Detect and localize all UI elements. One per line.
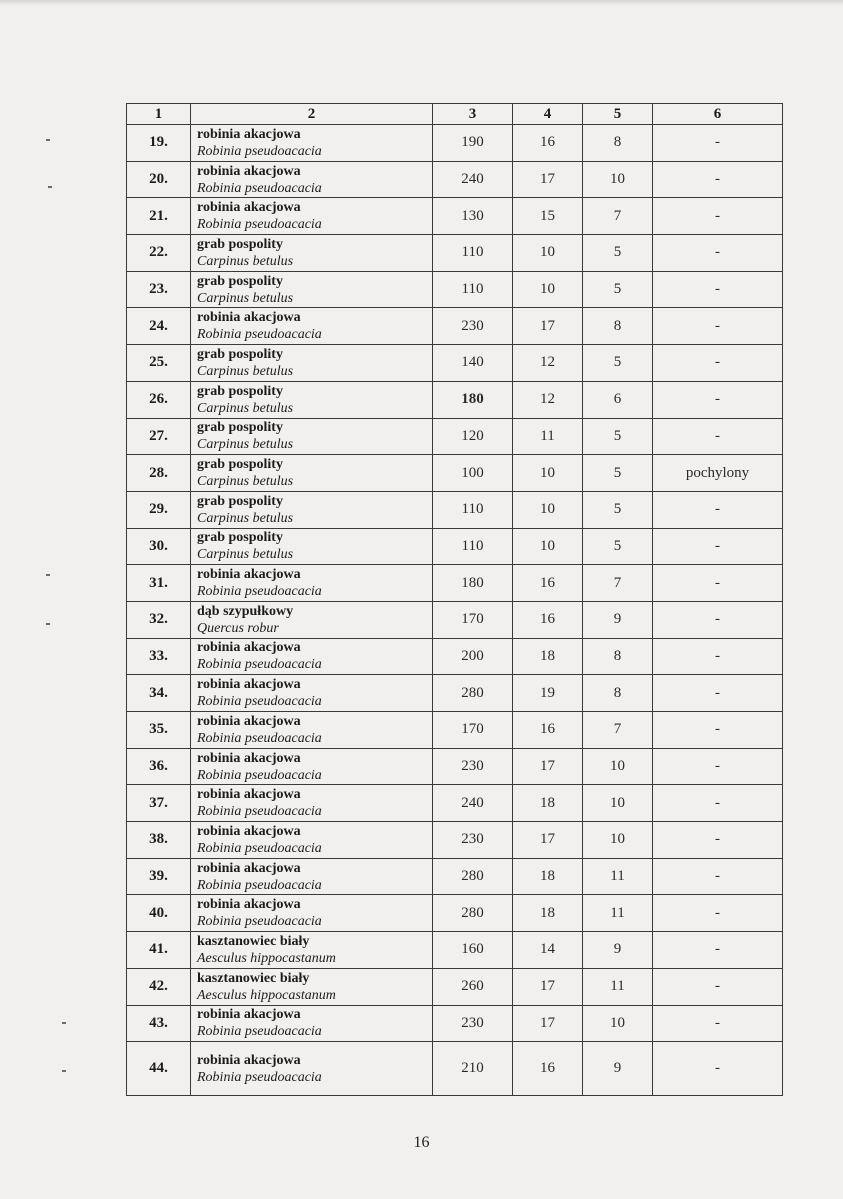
col-6-note: - bbox=[653, 675, 783, 712]
col-5-value: 10 bbox=[583, 161, 653, 198]
col-3-value: 210 bbox=[433, 1042, 513, 1096]
row-number: 32. bbox=[127, 601, 191, 638]
species-common-name: grab pospolity bbox=[197, 273, 283, 289]
row-number: 27. bbox=[127, 418, 191, 455]
row-number: 34. bbox=[127, 675, 191, 712]
table-row bbox=[127, 638, 783, 675]
col-6-note: - bbox=[653, 381, 783, 418]
col-5-value: 7 bbox=[583, 198, 653, 235]
col-4-value: 18 bbox=[513, 858, 583, 895]
col-5-value: 10 bbox=[583, 1005, 653, 1042]
header-col-4: 4 bbox=[513, 104, 583, 125]
col-6-note: - bbox=[653, 712, 783, 749]
species-latin-name: Robinia pseudoacacia bbox=[197, 914, 322, 930]
species-cell bbox=[191, 528, 433, 565]
species-latin-name: Robinia pseudoacacia bbox=[197, 143, 322, 159]
row-number: 41. bbox=[127, 932, 191, 969]
species-cell bbox=[191, 895, 433, 932]
species-common-name: robinia akacjowa bbox=[197, 1007, 301, 1023]
species-cell bbox=[191, 968, 433, 1005]
col-4-value: 12 bbox=[513, 345, 583, 382]
col-5-value: 11 bbox=[583, 895, 653, 932]
col-6-note: - bbox=[653, 1042, 783, 1096]
table-row bbox=[127, 1005, 783, 1042]
col-4-value: 17 bbox=[513, 1005, 583, 1042]
species-latin-name: Robinia pseudoacacia bbox=[197, 327, 322, 343]
table-row bbox=[127, 565, 783, 602]
species-common-name: robinia akacjowa bbox=[197, 750, 301, 766]
col-6-note: - bbox=[653, 125, 783, 162]
col-5-value: 9 bbox=[583, 1042, 653, 1096]
species-cell bbox=[191, 748, 433, 785]
species-common-name: robinia akacjowa bbox=[197, 897, 301, 913]
species-common-name: robinia akacjowa bbox=[197, 640, 301, 656]
col-3-value: 230 bbox=[433, 308, 513, 345]
col-3-value: 280 bbox=[433, 675, 513, 712]
scan-margin-mark bbox=[62, 1070, 66, 1072]
col-4-value: 18 bbox=[513, 638, 583, 675]
table-row bbox=[127, 528, 783, 565]
col-6-note: - bbox=[653, 858, 783, 895]
col-4-value: 17 bbox=[513, 968, 583, 1005]
species-common-name: robinia akacjowa bbox=[197, 567, 301, 583]
species-latin-name: Aesculus hippocastanum bbox=[197, 987, 336, 1003]
species-cell bbox=[191, 308, 433, 345]
col-6-note: - bbox=[653, 198, 783, 235]
col-3-value: 280 bbox=[433, 895, 513, 932]
col-5-value: 5 bbox=[583, 491, 653, 528]
col-5-value: 5 bbox=[583, 271, 653, 308]
species-latin-name: Robinia pseudoacacia bbox=[197, 657, 322, 673]
col-3-value: 120 bbox=[433, 418, 513, 455]
col-3-value: 230 bbox=[433, 748, 513, 785]
species-common-name: kasztanowiec biały bbox=[197, 970, 310, 986]
table-row bbox=[127, 198, 783, 235]
col-5-value: 7 bbox=[583, 712, 653, 749]
col-5-value: 9 bbox=[583, 932, 653, 969]
species-cell bbox=[191, 271, 433, 308]
col-6-note: - bbox=[653, 601, 783, 638]
col-5-value: 8 bbox=[583, 675, 653, 712]
species-latin-name: Carpinus betulus bbox=[197, 290, 294, 306]
col-4-value: 11 bbox=[513, 418, 583, 455]
table-row bbox=[127, 1042, 783, 1096]
species-latin-name: Robinia pseudoacacia bbox=[197, 877, 322, 893]
col-3-value: 230 bbox=[433, 822, 513, 859]
row-number: 43. bbox=[127, 1005, 191, 1042]
col-6-note: - bbox=[653, 968, 783, 1005]
species-common-name: robinia akacjowa bbox=[197, 860, 301, 876]
species-cell bbox=[191, 601, 433, 638]
col-4-value: 10 bbox=[513, 455, 583, 492]
species-common-name: grab pospolity bbox=[197, 346, 283, 362]
col-3-value: 110 bbox=[433, 528, 513, 565]
species-latin-name: Carpinus betulus bbox=[197, 437, 294, 453]
col-6-note: - bbox=[653, 638, 783, 675]
table-row bbox=[127, 161, 783, 198]
species-cell bbox=[191, 418, 433, 455]
col-5-value: 5 bbox=[583, 345, 653, 382]
scan-margin-mark bbox=[62, 1022, 66, 1024]
row-number: 21. bbox=[127, 198, 191, 235]
col-6-note: - bbox=[653, 528, 783, 565]
species-common-name: grab pospolity bbox=[197, 236, 283, 252]
col-5-value: 9 bbox=[583, 601, 653, 638]
col-4-value: 14 bbox=[513, 932, 583, 969]
col-4-value: 16 bbox=[513, 125, 583, 162]
row-number: 31. bbox=[127, 565, 191, 602]
species-common-name: robinia akacjowa bbox=[197, 200, 301, 216]
row-number: 36. bbox=[127, 748, 191, 785]
col-4-value: 16 bbox=[513, 712, 583, 749]
table-header-row bbox=[127, 104, 783, 125]
col-6-note: pochylony bbox=[653, 455, 783, 492]
col-4-value: 17 bbox=[513, 822, 583, 859]
header-col-2: 2 bbox=[191, 104, 433, 125]
col-3-value: 110 bbox=[433, 271, 513, 308]
species-latin-name: Carpinus betulus bbox=[197, 253, 294, 269]
col-3-value: 180 bbox=[433, 381, 513, 418]
species-latin-name: Robinia pseudoacacia bbox=[197, 767, 322, 783]
species-cell bbox=[191, 858, 433, 895]
row-number: 22. bbox=[127, 235, 191, 272]
table-row bbox=[127, 455, 783, 492]
col-3-value: 240 bbox=[433, 161, 513, 198]
col-4-value: 17 bbox=[513, 748, 583, 785]
species-latin-name: Robinia pseudoacacia bbox=[197, 694, 322, 710]
table-row bbox=[127, 932, 783, 969]
table-row bbox=[127, 895, 783, 932]
col-3-value: 170 bbox=[433, 712, 513, 749]
tree-inventory-table bbox=[126, 103, 783, 1096]
table-row bbox=[127, 308, 783, 345]
col-5-value: 5 bbox=[583, 455, 653, 492]
row-number: 37. bbox=[127, 785, 191, 822]
page-number: 16 bbox=[413, 1134, 430, 1151]
species-latin-name: Robinia pseudoacacia bbox=[197, 180, 322, 196]
col-4-value: 16 bbox=[513, 601, 583, 638]
species-cell bbox=[191, 675, 433, 712]
col-5-value: 5 bbox=[583, 418, 653, 455]
col-3-value: 180 bbox=[433, 565, 513, 602]
col-3-value: 240 bbox=[433, 785, 513, 822]
col-4-value: 16 bbox=[513, 1042, 583, 1096]
species-common-name: dąb szypułkowy bbox=[197, 603, 294, 619]
row-number: 26. bbox=[127, 381, 191, 418]
species-latin-name: Robinia pseudoacacia bbox=[197, 804, 322, 820]
table-row bbox=[127, 822, 783, 859]
header-col-5: 5 bbox=[583, 104, 653, 125]
species-common-name: robinia akacjowa bbox=[197, 1052, 301, 1068]
row-number: 20. bbox=[127, 161, 191, 198]
table-row bbox=[127, 712, 783, 749]
species-cell bbox=[191, 161, 433, 198]
species-latin-name: Carpinus betulus bbox=[197, 400, 294, 416]
table-row bbox=[127, 271, 783, 308]
table-row bbox=[127, 345, 783, 382]
row-number: 42. bbox=[127, 968, 191, 1005]
scan-margin-mark bbox=[46, 574, 50, 576]
col-6-note: - bbox=[653, 418, 783, 455]
row-number: 35. bbox=[127, 712, 191, 749]
col-3-value: 260 bbox=[433, 968, 513, 1005]
col-4-value: 12 bbox=[513, 381, 583, 418]
col-5-value: 7 bbox=[583, 565, 653, 602]
col-6-note: - bbox=[653, 235, 783, 272]
species-latin-name: Carpinus betulus bbox=[197, 547, 294, 563]
col-4-value: 19 bbox=[513, 675, 583, 712]
col-5-value: 6 bbox=[583, 381, 653, 418]
col-3-value: 130 bbox=[433, 198, 513, 235]
species-common-name: kasztanowiec biały bbox=[197, 933, 310, 949]
species-latin-name: Robinia pseudoacacia bbox=[197, 217, 322, 233]
col-4-value: 10 bbox=[513, 271, 583, 308]
col-3-value: 110 bbox=[433, 235, 513, 272]
col-5-value: 10 bbox=[583, 785, 653, 822]
species-cell bbox=[191, 822, 433, 859]
col-6-note: - bbox=[653, 308, 783, 345]
species-cell bbox=[191, 381, 433, 418]
col-5-value: 11 bbox=[583, 858, 653, 895]
col-6-note: - bbox=[653, 491, 783, 528]
scan-margin-mark bbox=[46, 623, 50, 625]
species-common-name: robinia akacjowa bbox=[197, 713, 301, 729]
species-latin-name: Carpinus betulus bbox=[197, 363, 294, 379]
species-latin-name: Carpinus betulus bbox=[197, 474, 294, 490]
col-6-note: - bbox=[653, 822, 783, 859]
col-4-value: 18 bbox=[513, 785, 583, 822]
row-number: 23. bbox=[127, 271, 191, 308]
col-3-value: 200 bbox=[433, 638, 513, 675]
row-number: 29. bbox=[127, 491, 191, 528]
species-cell bbox=[191, 455, 433, 492]
col-4-value: 10 bbox=[513, 235, 583, 272]
species-latin-name: Quercus robur bbox=[197, 620, 279, 636]
row-number: 28. bbox=[127, 455, 191, 492]
species-cell bbox=[191, 345, 433, 382]
col-3-value: 170 bbox=[433, 601, 513, 638]
species-cell bbox=[191, 712, 433, 749]
species-common-name: grab pospolity bbox=[197, 383, 283, 399]
species-common-name: robinia akacjowa bbox=[197, 163, 301, 179]
species-latin-name: Carpinus betulus bbox=[197, 510, 294, 526]
col-3-value: 190 bbox=[433, 125, 513, 162]
table-row bbox=[127, 125, 783, 162]
scan-top-edge bbox=[0, 0, 843, 6]
species-cell bbox=[191, 1005, 433, 1042]
col-4-value: 10 bbox=[513, 491, 583, 528]
species-cell bbox=[191, 565, 433, 602]
table-row bbox=[127, 785, 783, 822]
col-5-value: 11 bbox=[583, 968, 653, 1005]
species-latin-name: Robinia pseudoacacia bbox=[197, 730, 322, 746]
col-3-value: 160 bbox=[433, 932, 513, 969]
species-cell bbox=[191, 932, 433, 969]
col-6-note: - bbox=[653, 932, 783, 969]
species-common-name: grab pospolity bbox=[197, 457, 283, 473]
species-cell bbox=[191, 125, 433, 162]
col-4-value: 10 bbox=[513, 528, 583, 565]
species-common-name: robinia akacjowa bbox=[197, 126, 301, 142]
row-number: 40. bbox=[127, 895, 191, 932]
col-6-note: - bbox=[653, 345, 783, 382]
header-col-1: 1 bbox=[127, 104, 191, 125]
row-number: 33. bbox=[127, 638, 191, 675]
scan-margin-mark bbox=[48, 186, 52, 188]
row-number: 44. bbox=[127, 1042, 191, 1096]
col-5-value: 8 bbox=[583, 638, 653, 675]
col-3-value: 280 bbox=[433, 858, 513, 895]
species-cell bbox=[191, 491, 433, 528]
species-common-name: grab pospolity bbox=[197, 420, 283, 436]
species-cell bbox=[191, 235, 433, 272]
species-common-name: robinia akacjowa bbox=[197, 823, 301, 839]
table-row bbox=[127, 418, 783, 455]
species-latin-name: Robinia pseudoacacia bbox=[197, 1024, 322, 1040]
species-cell bbox=[191, 785, 433, 822]
species-common-name: robinia akacjowa bbox=[197, 787, 301, 803]
species-cell bbox=[191, 198, 433, 235]
row-number: 25. bbox=[127, 345, 191, 382]
table-row bbox=[127, 675, 783, 712]
species-common-name: grab pospolity bbox=[197, 530, 283, 546]
table-row bbox=[127, 748, 783, 785]
col-4-value: 17 bbox=[513, 161, 583, 198]
col-3-value: 110 bbox=[433, 491, 513, 528]
col-6-note: - bbox=[653, 271, 783, 308]
col-3-value: 100 bbox=[433, 455, 513, 492]
species-latin-name: Robinia pseudoacacia bbox=[197, 840, 322, 856]
species-common-name: robinia akacjowa bbox=[197, 310, 301, 326]
col-5-value: 8 bbox=[583, 125, 653, 162]
col-4-value: 15 bbox=[513, 198, 583, 235]
col-5-value: 5 bbox=[583, 528, 653, 565]
col-5-value: 10 bbox=[583, 822, 653, 859]
table-row bbox=[127, 491, 783, 528]
table-row bbox=[127, 235, 783, 272]
species-cell bbox=[191, 1042, 433, 1096]
table-row bbox=[127, 858, 783, 895]
col-4-value: 17 bbox=[513, 308, 583, 345]
species-latin-name: Aesculus hippocastanum bbox=[197, 950, 336, 966]
species-common-name: robinia akacjowa bbox=[197, 677, 301, 693]
table-row bbox=[127, 968, 783, 1005]
table-row bbox=[127, 381, 783, 418]
species-latin-name: Robinia pseudoacacia bbox=[197, 584, 322, 600]
col-6-note: - bbox=[653, 1005, 783, 1042]
row-number: 38. bbox=[127, 822, 191, 859]
row-number: 39. bbox=[127, 858, 191, 895]
header-col-6: 6 bbox=[653, 104, 783, 125]
species-common-name: grab pospolity bbox=[197, 493, 283, 509]
table-row bbox=[127, 601, 783, 638]
col-6-note: - bbox=[653, 748, 783, 785]
col-6-note: - bbox=[653, 895, 783, 932]
col-4-value: 18 bbox=[513, 895, 583, 932]
row-number: 19. bbox=[127, 125, 191, 162]
col-6-note: - bbox=[653, 785, 783, 822]
col-5-value: 8 bbox=[583, 308, 653, 345]
row-number: 24. bbox=[127, 308, 191, 345]
col-6-note: - bbox=[653, 565, 783, 602]
species-latin-name: Robinia pseudoacacia bbox=[197, 1069, 322, 1085]
row-number: 30. bbox=[127, 528, 191, 565]
col-5-value: 5 bbox=[583, 235, 653, 272]
col-3-value: 140 bbox=[433, 345, 513, 382]
col-4-value: 16 bbox=[513, 565, 583, 602]
col-5-value: 10 bbox=[583, 748, 653, 785]
species-cell bbox=[191, 638, 433, 675]
header-col-3: 3 bbox=[433, 104, 513, 125]
scan-margin-mark bbox=[46, 139, 50, 141]
col-3-value: 230 bbox=[433, 1005, 513, 1042]
col-6-note: - bbox=[653, 161, 783, 198]
